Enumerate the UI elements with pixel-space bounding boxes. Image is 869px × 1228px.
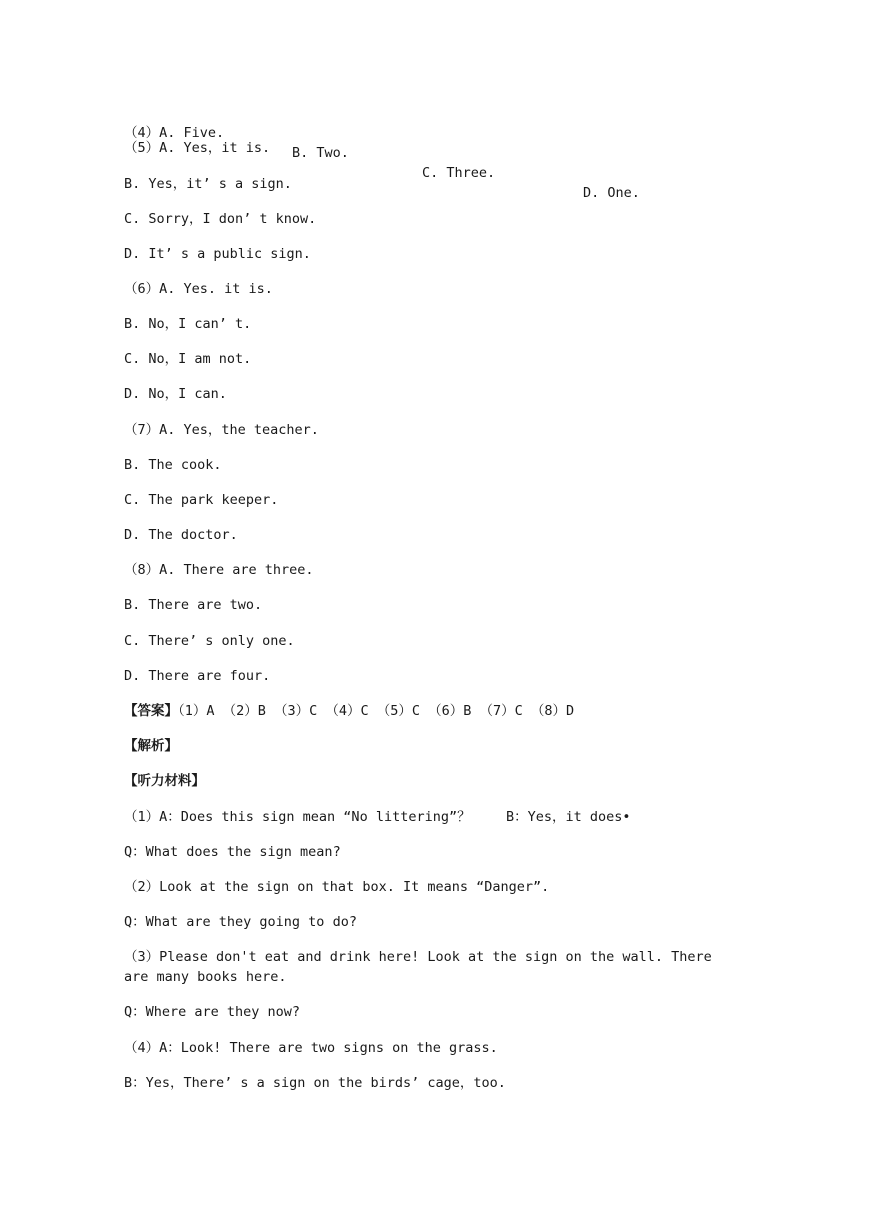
- script-line-5: （3）Please don't eat and drink here! Look at the sign on the wall. There are many books here.: [124, 949, 712, 985]
- question-7-option-c: C. The park keeper.: [124, 492, 279, 508]
- question-5-option-c: C. Sorry，I don’ t know.: [124, 211, 317, 227]
- question-5-option-a: （5）A. Yes，it is.: [124, 140, 271, 156]
- question-5-option-b: B. Yes，it’ s a sign.: [124, 176, 292, 192]
- question-4-option-b: B. Two.: [292, 145, 349, 161]
- listening-material-heading: 【听力材料】: [124, 773, 205, 789]
- question-8-option-d: D. There are four.: [124, 668, 271, 684]
- question-7-option-a: （7）A. Yes，the teacher.: [124, 422, 319, 438]
- script-line-1a: （1）A：Does this sign mean “No littering”？: [124, 809, 471, 825]
- script-line-3: （2）Look at the sign on that box. It means “Danger”.: [124, 879, 550, 895]
- question-8-option-b: B. There are two.: [124, 597, 263, 613]
- question-6-option-b: B. No，I can’ t.: [124, 316, 252, 332]
- question-6-option-c: C. No，I am not.: [124, 351, 252, 367]
- answer-line: [124, 701, 574, 721]
- script-line-8: B：Yes，There’ s a sign on the birds’ cage，too.: [124, 1075, 506, 1091]
- question-5-option-d: D. It’ s a public sign.: [124, 246, 311, 262]
- script-line-7: （4）A：Look! There are two signs on the grass.: [124, 1040, 498, 1056]
- script-line-1b: B：Yes，it does•: [506, 809, 631, 825]
- question-6-option-d: D. No，I can.: [124, 386, 227, 402]
- question-4-option-c: C. Three.: [422, 165, 496, 181]
- script-line-6: Q：Where are they now?: [124, 1004, 301, 1020]
- analysis-heading: 【解析】: [124, 738, 178, 754]
- script-line-2: Q：What does the sign mean?: [124, 844, 341, 860]
- question-4-option-a: （4）A. Five.: [124, 125, 225, 141]
- question-8-option-c: C. There’ s only one.: [124, 633, 295, 649]
- question-7-option-d: D. The doctor.: [124, 527, 238, 543]
- answer-label: 【答案】: [124, 703, 178, 719]
- script-line-4: Q：What are they going to do?: [124, 914, 357, 930]
- question-4-option-d: D. One.: [583, 185, 640, 201]
- question-8-option-a: （8）A. There are three.: [124, 562, 314, 578]
- answer-text: （1）A （2）B （3）C （4）C （5）C （6）B （7）C （8）D: [178, 703, 575, 719]
- question-6-option-a: （6）A. Yes. it is.: [124, 281, 273, 297]
- question-7-option-b: B. The cook.: [124, 457, 222, 473]
